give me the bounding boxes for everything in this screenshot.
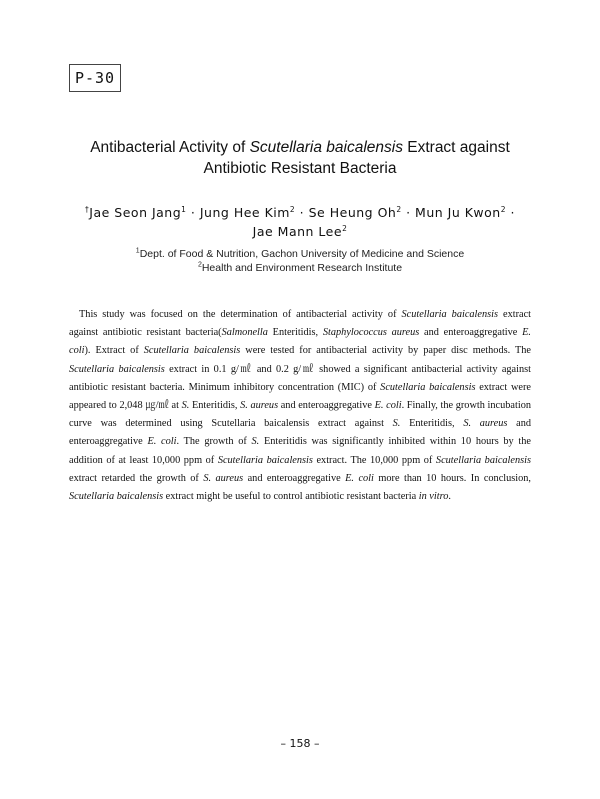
abstract-text-run: This study was focused on the determination of antibacterial activity of — [79, 309, 402, 320]
abstract-italic-run: Scutellaria baicalensis — [69, 363, 165, 375]
author-4: Mun Ju Kwon — [415, 205, 501, 220]
abstract-italic-run: in vitro — [418, 491, 449, 503]
abstract-text-run: Enteritidis, — [267, 327, 323, 339]
title-part2: Extract against — [402, 139, 510, 156]
abstract-text-run: extract against antibiotic resistant bacteria( — [69, 309, 532, 339]
abstract-italic-run: Scutellaria baicalensis — [143, 345, 241, 357]
abstract-text-run: extract were appeared to 2,048 ㎍/㎖ at — [69, 381, 531, 412]
corresponding-mark: † — [85, 204, 90, 214]
abstract-text-run: and enteroaggregative — [278, 400, 375, 412]
author-4-affil: 2 — [500, 204, 506, 214]
affiliation-1-mark: 1 — [135, 247, 140, 255]
abstract-text-run: . — [448, 491, 451, 503]
abstract-italic-run: E. coli — [374, 400, 402, 412]
abstract-paragraph — [69, 306, 531, 506]
author-5-affil: 2 — [342, 223, 348, 233]
abstract-italic-run: E. coli — [69, 327, 531, 357]
abstract-italic-run: Scutellaria baicalensis — [401, 309, 499, 320]
affiliations — [40, 248, 560, 275]
abstract-text-run: extract. The 10,000 ppm of — [312, 454, 436, 466]
affiliation-2-mark: 2 — [197, 261, 202, 268]
abstract-text-run: Enteritidis was significantly inhibited within 10 hours by the addition of at least 10,000 ppm of — [69, 436, 532, 466]
abstract-text-run: were tested for antibacterial activity by paper disc methods. The — [240, 345, 532, 357]
abstract-italic-run: S. aureus — [203, 472, 244, 484]
abstract-italic-run: E. coli — [147, 436, 177, 448]
affiliation-2 — [40, 262, 560, 276]
abstract-italic-run: Staphylococcus aureus — [322, 327, 420, 339]
author-separator: · — [506, 205, 515, 220]
abstract-italic-run: S. — [181, 400, 190, 412]
title-line2: Antibiotic Resistant Bacteria — [203, 160, 397, 177]
title-species: Scutellaria baicalensis — [249, 139, 403, 156]
author-list — [40, 203, 560, 241]
affiliation-2-text: Health and Environment Research Institute — [201, 261, 403, 274]
author-1: Jae Seon Jang — [89, 205, 182, 220]
abstract-italic-run: S. aureus — [240, 400, 279, 412]
author-1-affil: 1 — [181, 204, 187, 214]
abstract-text-run: Enteritidis, — [400, 418, 464, 430]
author-2: Jung Hee Kim — [199, 205, 290, 220]
abstract-text-run: extract might be useful to control antibiotic resistant bacteria — [163, 491, 419, 503]
author-2-affil: 2 — [289, 204, 296, 214]
abstract-text-run: ). Extract of — [84, 345, 144, 357]
poster-code-box — [69, 64, 121, 92]
abstract-italic-run: S. — [392, 418, 401, 430]
paper-title — [40, 137, 560, 179]
author-3: Se Heung Oh — [308, 205, 397, 220]
abstract-text-run: and enteroaggregative — [69, 418, 531, 448]
abstract-italic-run: Scutellaria baicalensis — [69, 491, 164, 503]
abstract-italic-run: S. — [251, 436, 260, 448]
abstract-italic-run: S. aureus — [463, 418, 508, 430]
abstract-italic-run: E. coli — [345, 472, 374, 484]
abstract-text-run: extract in 0.1 g/㎖ and 0.2 g/㎖ showed a significant antibacterial activity against antibiotic resistant bacteria. Minimum inhibitory concentration (MIC) of — [69, 363, 531, 393]
author-separator: · — [401, 205, 416, 220]
page-number: – 158 – — [280, 737, 320, 750]
abstract-italic-run: Scutellaria baicalensis — [380, 381, 476, 393]
affiliation-1 — [40, 248, 560, 262]
abstract-italic-run: Scutellaria baicalensis — [435, 454, 532, 466]
abstract-text-run: . The growth of — [176, 436, 252, 448]
author-separator: · — [295, 205, 309, 220]
abstract-text-run: Enteritidis, — [189, 400, 241, 412]
abstract-text-run: and enteroaggregative — [243, 472, 346, 484]
title-part1: Antibacterial Activity of — [90, 139, 250, 156]
abstract-text-run: and enteroaggregative — [419, 327, 523, 339]
abstract-text-run: . Finally, the growth incubation curve was determined using Scutellaria baicalensis extract against — [69, 400, 531, 430]
abstract-text-run: extract retarded the growth of — [69, 472, 204, 484]
affiliation-1-text: Dept. of Food & Nutrition, Gachon University of Medicine and Science — [139, 248, 465, 260]
author-5: Jae Mann Lee — [252, 224, 343, 239]
author-separator: · — [186, 205, 200, 220]
author-3-affil: 2 — [396, 204, 402, 214]
abstract-italic-run: Scutellaria baicalensis — [217, 454, 313, 466]
poster-code: P-30 — [74, 69, 116, 87]
abstract-text-run: more than 10 hours. In conclusion, — [373, 472, 532, 484]
abstract-italic-run: Salmonella — [221, 327, 268, 339]
